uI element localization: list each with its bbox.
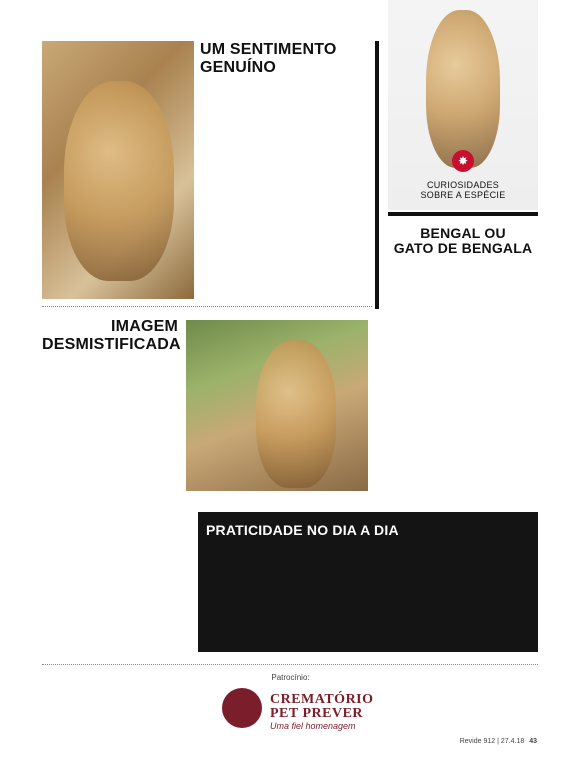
sponsor-label: Patrocínio: — [271, 673, 310, 682]
footer — [460, 738, 537, 745]
section-body-feeling — [200, 79, 368, 303]
curiosities-label — [388, 180, 538, 200]
routine-title: PRATICIDADE NO DIA A DIA — [206, 522, 399, 538]
breed-facts-list — [396, 265, 530, 495]
footer-page-number: 43 — [529, 738, 537, 745]
section-title-myth-line1: IMAGEM — [111, 318, 178, 335]
breed-title-line1: BENGAL OU — [420, 225, 506, 241]
sponsor-top-rule — [42, 664, 538, 665]
section-title-myth-line2: DESMISTIFICADA — [42, 336, 181, 353]
section-separator — [42, 306, 372, 307]
footer-magazine: Revide 912 — [459, 738, 496, 745]
cat-silhouette — [64, 81, 174, 281]
footer-date: 27.4.18 — [500, 738, 525, 745]
sponsor-name-line2: PET PREVER — [270, 706, 364, 721]
cat-photo-garden — [186, 320, 368, 491]
cat-photo-top — [42, 41, 194, 299]
cat-silhouette-sidebar — [426, 10, 500, 168]
routine-box — [198, 512, 538, 652]
sponsor-logo-icon — [222, 688, 262, 728]
section-title-feeling-line2: GENUÍNO — [200, 59, 277, 76]
cat-silhouette-garden — [256, 340, 336, 488]
sidebar-top-rule — [388, 212, 538, 216]
section-title-myth — [42, 318, 181, 354]
routine-body — [206, 538, 532, 648]
breed-title — [388, 226, 538, 256]
paw-icon: ✸ — [452, 150, 474, 172]
sponsor-name-line1: CREMATÓRIO — [270, 692, 374, 707]
section-body-myth — [42, 356, 178, 662]
breed-title-line2: GATO DE BENGALA — [393, 240, 533, 256]
column-divider — [375, 41, 379, 309]
footer-separator: | — [497, 738, 499, 745]
curiosities-photo — [388, 0, 538, 210]
section-title-feeling — [200, 41, 370, 77]
section-title-feeling-line1: UM SENTIMENTO — [200, 41, 337, 58]
curiosities-label-line1: CURIOSIDADES — [426, 180, 500, 190]
curiosities-label-line2: SOBRE A ESPÉCIE — [420, 190, 506, 200]
sponsor-tagline: Uma fiel homenagem — [270, 721, 356, 731]
